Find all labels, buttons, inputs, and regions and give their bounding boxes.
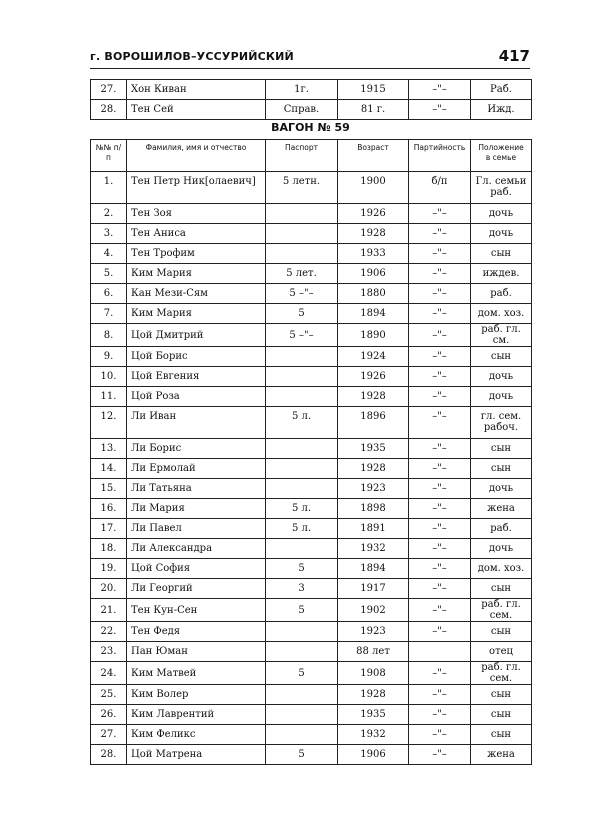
wagon-table [90, 139, 532, 765]
cell-num: 26. [91, 705, 127, 725]
cell-position: жена [471, 745, 532, 765]
table-row [91, 622, 532, 642]
page-number: 417 [498, 47, 530, 65]
cell-name: Ли Борис [127, 439, 266, 459]
cell-position: дом. хоз. [471, 304, 532, 324]
cell-age: 1917 [338, 579, 409, 599]
cell-position: дочь [471, 479, 532, 499]
cell-age: 1924 [338, 347, 409, 367]
col-header-passport: Паспорт [266, 140, 338, 172]
cell-name: Пан Юман [127, 642, 266, 662]
cell-passport [266, 622, 338, 642]
cell-name: Цой Борис [127, 347, 266, 367]
table-row [91, 224, 532, 244]
cell-passport [266, 439, 338, 459]
cell-position: иждев. [471, 264, 532, 284]
cell-age: 1894 [338, 559, 409, 579]
cell-name: Ким Феликс [127, 725, 266, 745]
cell-position: сын [471, 439, 532, 459]
cell-position: раб. гл. сем. [471, 662, 532, 685]
cell-party: –"– [409, 745, 471, 765]
cell-name: Ли Георгий [127, 579, 266, 599]
cell-party: –"– [409, 499, 471, 519]
cell-num: 24. [91, 662, 127, 685]
table-row [91, 685, 532, 705]
cell-position: Раб. [471, 80, 532, 100]
table-row [91, 519, 532, 539]
cell-age: 1923 [338, 622, 409, 642]
cell-party: –"– [409, 725, 471, 745]
cell-position: сын [471, 579, 532, 599]
cell-passport: 5 л. [266, 519, 338, 539]
continuation-table [90, 79, 532, 120]
cell-passport [266, 204, 338, 224]
cell-num: 23. [91, 642, 127, 662]
cell-name: Ким Волер [127, 685, 266, 705]
cell-num: 2. [91, 204, 127, 224]
cell-num: 3. [91, 224, 127, 244]
table-header-row [91, 140, 532, 172]
table-row [91, 172, 532, 204]
cell-party: –"– [409, 347, 471, 367]
cell-position: сын [471, 347, 532, 367]
cell-name: Тен Федя [127, 622, 266, 642]
cell-age: 1932 [338, 539, 409, 559]
table-row [91, 745, 532, 765]
table-row [91, 304, 532, 324]
cell-num: 28. [91, 100, 127, 120]
cell-age: 1926 [338, 204, 409, 224]
col-header-party: Партийность [409, 140, 471, 172]
table-row [91, 264, 532, 284]
table-row [91, 705, 532, 725]
table-row [91, 439, 532, 459]
cell-party: –"– [409, 324, 471, 347]
cell-party: –"– [409, 599, 471, 622]
cell-name: Кан Мези-Сям [127, 284, 266, 304]
cell-position: дочь [471, 367, 532, 387]
col-header-num: №№ п/п [91, 140, 127, 172]
cell-name: Хон Киван [127, 80, 266, 100]
cell-age: 1896 [338, 407, 409, 439]
cell-passport: 5 –"– [266, 324, 338, 347]
cell-age: 1928 [338, 459, 409, 479]
cell-position: сын [471, 244, 532, 264]
cell-party: –"– [409, 304, 471, 324]
table-row [91, 479, 532, 499]
table-row [91, 80, 532, 100]
cell-age: 1932 [338, 725, 409, 745]
cell-party: б/п [409, 172, 471, 204]
cell-name: Ким Мария [127, 264, 266, 284]
col-header-position: Положение в семье [471, 140, 532, 172]
cell-name: Ли Павел [127, 519, 266, 539]
cell-party: –"– [409, 685, 471, 705]
cell-passport [266, 725, 338, 745]
cell-position: сын [471, 459, 532, 479]
cell-party: –"– [409, 519, 471, 539]
cell-position: сын [471, 685, 532, 705]
cell-party: –"– [409, 204, 471, 224]
cell-passport [266, 642, 338, 662]
cell-num: 22. [91, 622, 127, 642]
cell-passport [266, 244, 338, 264]
cell-passport: 5 [266, 662, 338, 685]
cell-passport: 5 л. [266, 407, 338, 439]
table-row [91, 599, 532, 622]
table-row [91, 407, 532, 439]
table-row [91, 367, 532, 387]
col-header-age: Возраст [338, 140, 409, 172]
table-row [91, 459, 532, 479]
cell-party: –"– [409, 387, 471, 407]
cell-age: 1935 [338, 439, 409, 459]
wagon-title: ВАГОН № 59 [271, 121, 350, 134]
cell-num: 27. [91, 725, 127, 745]
table-row [91, 539, 532, 559]
cell-passport [266, 224, 338, 244]
cell-party: –"– [409, 622, 471, 642]
cell-num: 4. [91, 244, 127, 264]
cell-passport: 5 лет. [266, 264, 338, 284]
cell-party: –"– [409, 80, 471, 100]
table-row [91, 100, 532, 120]
cell-passport [266, 347, 338, 367]
cell-position: жена [471, 499, 532, 519]
table-row [91, 499, 532, 519]
cell-num: 21. [91, 599, 127, 622]
cell-position: раб. гл. сем. [471, 599, 532, 622]
table-row [91, 387, 532, 407]
cell-num: 27. [91, 80, 127, 100]
cell-party: –"– [409, 539, 471, 559]
cell-position: гл. сем. рабоч. [471, 407, 532, 439]
cell-position: дочь [471, 387, 532, 407]
cell-age: 1890 [338, 324, 409, 347]
cell-passport: 5 летн. [266, 172, 338, 204]
cell-age: 1898 [338, 499, 409, 519]
cell-name: Тен Сей [127, 100, 266, 120]
cell-party: –"– [409, 367, 471, 387]
cell-name: Ким Матвей [127, 662, 266, 685]
page-header [90, 42, 530, 69]
cell-position: дом. хоз. [471, 559, 532, 579]
cell-age: 1935 [338, 705, 409, 725]
cell-num: 7. [91, 304, 127, 324]
table-row [91, 204, 532, 224]
cell-party: –"– [409, 100, 471, 120]
cell-position: дочь [471, 539, 532, 559]
table-row [91, 579, 532, 599]
cell-name: Ли Александра [127, 539, 266, 559]
cell-name: Цой Матрена [127, 745, 266, 765]
cell-name: Цой Дмитрий [127, 324, 266, 347]
cell-passport [266, 685, 338, 705]
table-row [91, 662, 532, 685]
table-row [91, 642, 532, 662]
cell-age: 1928 [338, 685, 409, 705]
cell-position: Гл. семьи раб. [471, 172, 532, 204]
cell-age: 1906 [338, 264, 409, 284]
cell-party: –"– [409, 264, 471, 284]
cell-num: 9. [91, 347, 127, 367]
cell-passport: 1г. [266, 80, 338, 100]
cell-passport: 5 [266, 599, 338, 622]
cell-name: Ли Иван [127, 407, 266, 439]
cell-position: Ижд. [471, 100, 532, 120]
cell-num: 5. [91, 264, 127, 284]
cell-age: 1915 [338, 80, 409, 100]
cell-position: сын [471, 705, 532, 725]
cell-name: Цой Евгения [127, 367, 266, 387]
cell-num: 14. [91, 459, 127, 479]
cell-num: 10. [91, 367, 127, 387]
cell-num: 13. [91, 439, 127, 459]
cell-party: –"– [409, 244, 471, 264]
cell-name: Тен Кун-Сен [127, 599, 266, 622]
cell-age: 1902 [338, 599, 409, 622]
running-title: г. ВОРОШИЛОВ–УССУРИЙСКИЙ [90, 50, 294, 63]
cell-position: раб. [471, 519, 532, 539]
cell-num: 16. [91, 499, 127, 519]
cell-position: сын [471, 725, 532, 745]
cell-age: 88 лет [338, 642, 409, 662]
cell-passport [266, 387, 338, 407]
cell-num: 1. [91, 172, 127, 204]
cell-age: 1894 [338, 304, 409, 324]
cell-party: –"– [409, 224, 471, 244]
cell-num: 12. [91, 407, 127, 439]
cell-passport: 5 –"– [266, 284, 338, 304]
table-row [91, 284, 532, 304]
cell-party: –"– [409, 479, 471, 499]
cell-name: Тен Зоя [127, 204, 266, 224]
cell-age: 81 г. [338, 100, 409, 120]
cell-num: 19. [91, 559, 127, 579]
cell-name: Ли Ермолай [127, 459, 266, 479]
table-row [91, 324, 532, 347]
cell-passport: 3 [266, 579, 338, 599]
cell-passport [266, 367, 338, 387]
cell-party: –"– [409, 662, 471, 685]
table-row [91, 347, 532, 367]
cell-passport [266, 459, 338, 479]
cell-party: –"– [409, 439, 471, 459]
cell-num: 20. [91, 579, 127, 599]
cell-position: раб. гл. см. [471, 324, 532, 347]
cell-position: раб. [471, 284, 532, 304]
cell-position: дочь [471, 204, 532, 224]
cell-name: Тен Трофим [127, 244, 266, 264]
cell-passport: 5 [266, 304, 338, 324]
cell-age: 1928 [338, 224, 409, 244]
cell-position: отец [471, 642, 532, 662]
cell-num: 28. [91, 745, 127, 765]
cell-num: 25. [91, 685, 127, 705]
cell-passport [266, 479, 338, 499]
cell-num: 17. [91, 519, 127, 539]
cell-passport [266, 705, 338, 725]
cell-age: 1928 [338, 387, 409, 407]
cell-num: 8. [91, 324, 127, 347]
cell-name: Ли Мария [127, 499, 266, 519]
cell-party: –"– [409, 559, 471, 579]
cell-name: Цой Роза [127, 387, 266, 407]
cell-age: 1891 [338, 519, 409, 539]
cell-party: –"– [409, 459, 471, 479]
cell-passport: Справ. [266, 100, 338, 120]
cell-age: 1908 [338, 662, 409, 685]
cell-passport: 5 [266, 559, 338, 579]
cell-age: 1906 [338, 745, 409, 765]
cell-passport [266, 539, 338, 559]
col-header-name: Фамилия, имя и отчество [127, 140, 266, 172]
table-row [91, 725, 532, 745]
cell-age: 1923 [338, 479, 409, 499]
cell-position: сын [471, 622, 532, 642]
table-row [91, 559, 532, 579]
cell-passport: 5 [266, 745, 338, 765]
cell-age: 1933 [338, 244, 409, 264]
cell-num: 15. [91, 479, 127, 499]
cell-party: –"– [409, 407, 471, 439]
cell-name: Цой София [127, 559, 266, 579]
cell-name: Ким Мария [127, 304, 266, 324]
cell-party: –"– [409, 579, 471, 599]
cell-age: 1880 [338, 284, 409, 304]
cell-party [409, 642, 471, 662]
cell-num: 6. [91, 284, 127, 304]
table-row [91, 244, 532, 264]
cell-num: 11. [91, 387, 127, 407]
cell-party: –"– [409, 284, 471, 304]
cell-name: Тен Петр Ник[олаевич] [127, 172, 266, 204]
cell-num: 18. [91, 539, 127, 559]
cell-name: Ли Татьяна [127, 479, 266, 499]
cell-name: Ким Лаврентий [127, 705, 266, 725]
cell-age: 1900 [338, 172, 409, 204]
cell-position: дочь [471, 224, 532, 244]
cell-passport: 5 л. [266, 499, 338, 519]
cell-party: –"– [409, 705, 471, 725]
cell-age: 1926 [338, 367, 409, 387]
cell-name: Тен Аниса [127, 224, 266, 244]
